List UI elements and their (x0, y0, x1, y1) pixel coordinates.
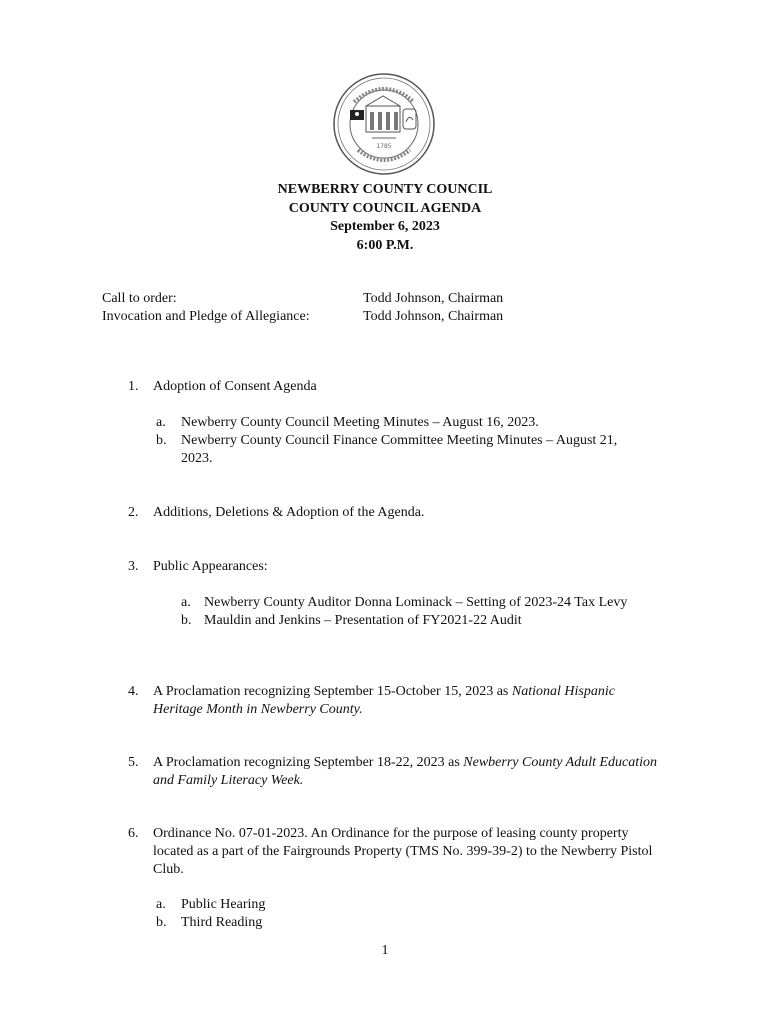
item-number: 5. (128, 755, 139, 770)
item-text (153, 754, 668, 790)
agenda-item-3-subitems (181, 594, 651, 630)
sub-item-text: Third Reading (181, 915, 263, 930)
item-number: 2. (128, 505, 139, 520)
sub-item (181, 612, 651, 630)
sub-item-text: Newberry County Council Meeting Minutes – August 16, 2023. (181, 415, 539, 430)
agenda-item-6-subitems (156, 896, 636, 932)
sub-item-text: Public Hearing (181, 897, 266, 912)
item-text-plain: A Proclamation recognizing September 18-22, 2023 as (153, 755, 464, 770)
item-number: 3. (128, 559, 139, 574)
officer-name: Todd Johnson, Chairman (363, 291, 504, 306)
item-text (153, 683, 668, 719)
seal-year: 1785 (376, 143, 392, 150)
officers-list (102, 290, 662, 326)
sub-item-letter: a. (156, 897, 166, 912)
officer-row (102, 308, 662, 326)
agenda-item-6 (128, 825, 668, 879)
sub-item-letter: b. (156, 433, 167, 448)
item-text: Adoption of Consent Agenda (153, 379, 317, 394)
sub-item (156, 896, 636, 914)
item-text-italic: Newberry County Adult Education and Family Literacy Week. (153, 755, 658, 788)
agenda-item-2 (128, 504, 668, 522)
meeting-time: 6:00 P.M. (356, 237, 414, 253)
item-number: 4. (128, 684, 139, 699)
agenda-item-4 (128, 683, 668, 719)
sub-item (156, 414, 636, 432)
sub-item (156, 432, 636, 468)
agenda-title-block (0, 181, 770, 255)
item-text-italic: National Hispanic Heritage Month in Newberry County. (153, 684, 615, 717)
officer-role: Invocation and Pledge of Allegiance: (102, 309, 310, 324)
county-seal (332, 72, 436, 176)
sub-item-text: Newberry County Council Finance Committee Meeting Minutes – August 21, 2023. (181, 433, 618, 466)
item-text: Ordinance No. 07-01-2023. An Ordinance for the purpose of leasing county property located as a part of the Fairgrounds Property (TMS No. 399-39-2) to the Newberry Pistol Club. (153, 826, 653, 877)
item-number: 1. (128, 379, 139, 394)
item-number: 6. (128, 826, 139, 841)
page-number: 1 (381, 943, 389, 958)
officer-row (102, 290, 662, 308)
sub-item-letter: a. (181, 595, 191, 610)
agenda-item-1-subitems (156, 414, 636, 468)
officer-name: Todd Johnson, Chairman (363, 309, 504, 324)
sub-item-text: Newberry County Auditor Donna Lominack – Setting of 2023-24 Tax Levy (204, 595, 628, 610)
officer-role: Call to order: (102, 291, 177, 306)
agenda-item-3 (128, 558, 668, 576)
item-text-plain: A Proclamation recognizing September 15-October 15, 2023 as (153, 684, 512, 699)
sub-item-text: Mauldin and Jenkins – Presentation of FY2021-22 Audit (204, 613, 522, 628)
item-text: Additions, Deletions & Adoption of the Agenda. (153, 505, 425, 520)
agenda-title: COUNTY COUNCIL AGENDA (288, 200, 482, 216)
sub-item (181, 594, 651, 612)
meeting-date: September 6, 2023 (330, 219, 440, 234)
sub-item-letter: b. (181, 613, 192, 628)
agenda-item-5 (128, 754, 668, 790)
agenda-item-1 (128, 378, 668, 396)
council-name: NEWBERRY COUNTY COUNCIL (277, 182, 493, 197)
sub-item (156, 914, 636, 932)
sub-item-letter: b. (156, 915, 167, 930)
sub-item-letter: a. (156, 415, 166, 430)
item-text: Public Appearances: (153, 559, 268, 574)
